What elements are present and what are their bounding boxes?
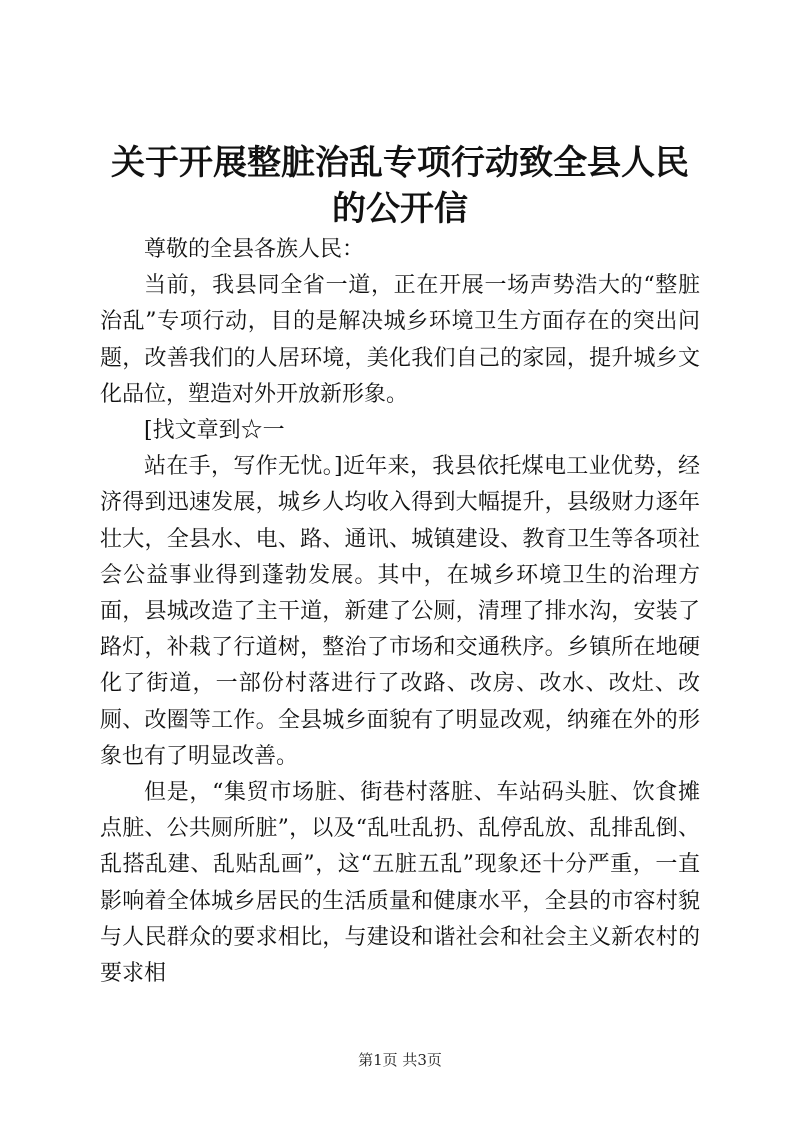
paragraph: 当前，我县同全省一道，正在开展一场声势浩大的“整脏治乱”专项行动，目的是解决城乡环境卫生方面存在的突出问题，改善我们的人居环境，美化我们自己的家园，提升城乡文化品位，塑造对外开放新形象。: [100, 273, 700, 407]
salutation: 尊敬的全县各族人民：: [144, 237, 365, 262]
paragraph: 站在手，写作无忧。]近年来，我县依托煤电工业优势，经济得到迅速发展，城乡人均收入得到大幅提升，县级财力逐年壮大，全县水、电、路、通讯、城镇建设、教育卫生等各项社会公益事业得到蓬勃发展。其中，在城乡环境卫生的治理方面，县城改造了主干道，新建了公厕，清理了排水沟，安装了路灯，补栽了行道树，整治了市场和交通秩序。乡镇所在地硬化了街道，一部份村落进行了改路、改房、改水、改灶、改厕、改圈等工作。全县城乡面貌有了明显改观，纳雍在外的形象也有了明显改善。: [100, 454, 700, 769]
document-title: 关于开展整脏治乱专项行动致全县人民的公开信: [111, 143, 689, 229]
paragraph: 但是，“集贸市场脏、街巷村落脏、车站码头脏、饮食摊点脏、公共厕所脏”，以及“乱吐乱扔、乱停乱放、乱排乱倒、乱搭乱建、乱贴乱画”，这“五脏五乱”现象还十分严重，一直影响着全体城乡居民的生活质量和健康水平，全县的市容村貌与人民群众的要求相比，与建设和谐社会和社会主义新农村的要求相: [100, 780, 700, 987]
paragraph: [找文章到☆一: [144, 418, 285, 444]
document-body: [100, 232, 700, 992]
page-footer: 第1页 共3页: [358, 1051, 442, 1069]
